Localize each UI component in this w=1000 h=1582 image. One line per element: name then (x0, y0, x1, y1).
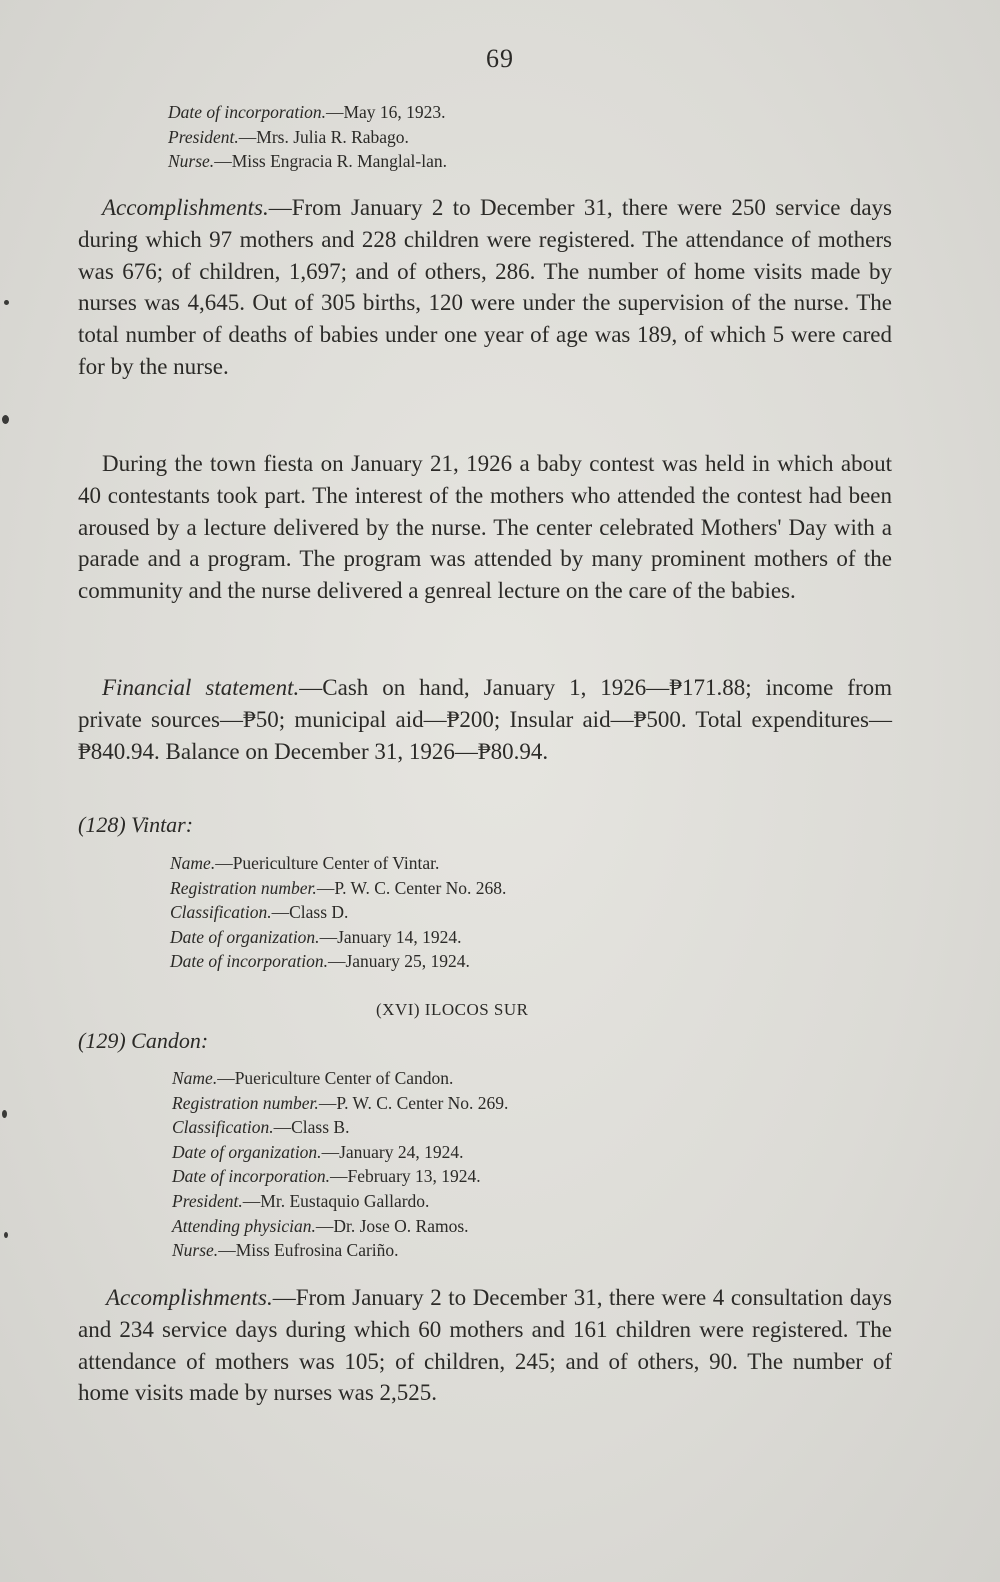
heading-number: (129) (78, 1028, 126, 1053)
paragraph-lead: Accomplishments. (106, 1285, 273, 1310)
paragraph-text: During the town fiesta on January 21, 1926 a baby contest was held in which about 40 contestants took part. The interest of the mothers who attended the contest had been aroused by a lecture delivered by the nurse. The center celebrated Mothers' Day with a parade and a program. The program was attended by many prominent mothers of the community and the nurse delivered a genreal lecture on the care of the babies. (78, 451, 892, 604)
meta-value: —Class B. (273, 1117, 350, 1138)
meta-value: —Puericulture Center of Vintar. (215, 853, 440, 873)
meta-key: Date of incorporation. (170, 951, 328, 972)
meta-value: —Miss Eufrosina Cariño. (218, 1240, 399, 1261)
meta-line (172, 1189, 508, 1214)
meta-value: —May 16, 1923. (325, 102, 446, 122)
meta-value: —February 13, 1924. (329, 1166, 481, 1187)
meta-line (168, 100, 447, 125)
candon-accomplishments-paragraph (78, 1282, 892, 1409)
meta-value: —Miss Engracia R. Manglal-lan. (214, 151, 447, 172)
meta-key: Date of incorporation. (168, 102, 326, 122)
scan-speck (2, 415, 9, 424)
meta-key: President. (172, 1190, 243, 1211)
meta-key: Name. (170, 853, 216, 873)
meta-key: Name. (172, 1068, 218, 1088)
meta-key: Classification. (170, 902, 272, 923)
vintar-heading (78, 812, 193, 838)
meta-line (170, 925, 506, 950)
meta-line (168, 149, 447, 174)
meta-line (172, 1140, 508, 1165)
meta-line (170, 949, 506, 974)
financial-paragraph (78, 672, 892, 767)
paragraph-lead: Financial statement. (102, 675, 300, 700)
accomplishments-paragraph (78, 192, 892, 383)
meta-key: Attending physician. (172, 1215, 316, 1236)
scan-speck (4, 300, 9, 305)
meta-line (170, 876, 506, 901)
meta-line (172, 1066, 508, 1091)
meta-value: —Mrs. Julia R. Rabago. (238, 126, 409, 147)
meta-line (172, 1115, 508, 1140)
paragraph-text: —From January 2 to December 31, there were 4 consultation days and 234 service days during which 60 mothers and 161 children were registered. The attendance of mothers was 105; of children, 245; and of others, 90. The number of home visits made by nurses was 2,525. (78, 1285, 892, 1406)
paragraph-text: —From January 2 to December 31, there were 250 service days during which 97 mothers and 228 children were registered. The attendance of mothers was 676; of children, 1,697; and of others, 286. The number of home visits made by nurses was 4,645. Out of 305 births, 120 were under the supervision of the nurse. The total number of deaths of babies under one year of age was 189, of which 5 were cared for by the nurse. (78, 195, 892, 379)
top-meta-block (168, 100, 447, 174)
meta-line (170, 900, 506, 925)
candon-meta-block (172, 1066, 508, 1263)
meta-key: Classification. (172, 1117, 274, 1138)
paragraph-text: —Cash on hand, January 1, 1926—₱171.88; income from private sources—₱50; municipal aid—₱200; Insular aid—₱500. Total expenditures—₱840.94. Balance on December 31, 1926—₱80.94. (78, 675, 892, 764)
meta-key: Nurse. (172, 1240, 219, 1261)
meta-line (170, 851, 506, 876)
meta-key: Date of organization. (170, 926, 320, 947)
meta-key: President. (168, 126, 239, 147)
meta-key: Registration number. (170, 877, 317, 898)
meta-value: —January 24, 1924. (321, 1141, 464, 1162)
meta-key: Registration number. (172, 1092, 319, 1113)
meta-key: Date of incorporation. (172, 1166, 330, 1187)
paragraph-lead: Accomplishments. (102, 195, 269, 220)
meta-line (172, 1164, 508, 1189)
vintar-meta-block (170, 851, 506, 974)
heading-name: Candon: (131, 1028, 209, 1053)
scan-speck (4, 1232, 8, 1238)
meta-value: —Dr. Jose O. Ramos. (315, 1215, 469, 1236)
meta-line (168, 125, 447, 150)
meta-value: —P. W. C. Center No. 268. (316, 877, 507, 898)
meta-line (172, 1214, 508, 1239)
fiesta-paragraph (78, 448, 892, 607)
scan-speck (2, 1110, 7, 1118)
meta-value: —Puericulture Center of Candon. (217, 1068, 454, 1088)
page-number: 69 (486, 44, 514, 73)
meta-value: —Mr. Eustaquio Gallardo. (242, 1190, 430, 1211)
meta-value: —P. W. C. Center No. 269. (318, 1092, 509, 1113)
meta-line (172, 1091, 508, 1116)
meta-key: Nurse. (168, 151, 215, 172)
meta-line (172, 1238, 508, 1263)
meta-value: —Class D. (271, 902, 349, 923)
meta-value: —January 25, 1924. (327, 951, 470, 972)
meta-key: Date of organization. (172, 1141, 322, 1162)
candon-heading (78, 1028, 208, 1054)
section-heading: (XVI) ILOCOS SUR (376, 1000, 529, 1019)
heading-name: Vintar: (131, 812, 194, 837)
meta-value: —January 14, 1924. (319, 926, 462, 947)
heading-number: (128) (78, 812, 126, 837)
